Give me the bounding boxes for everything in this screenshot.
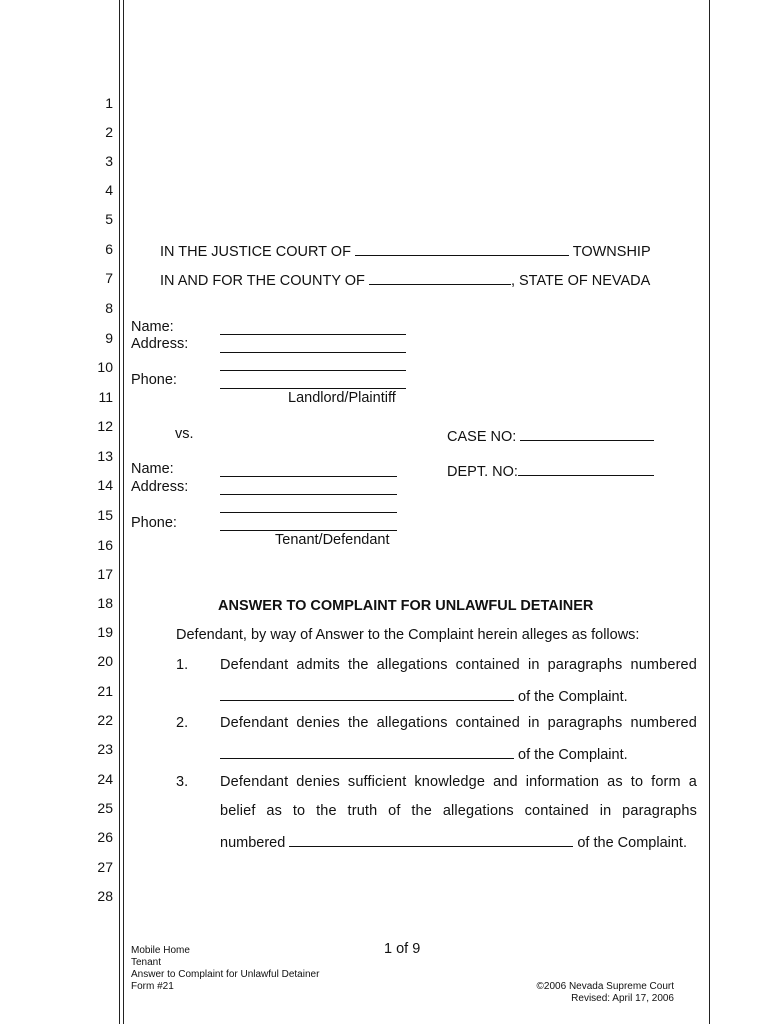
answer-intro: Defendant, by way of Answer to the Complaint herein alleges as follows:	[176, 627, 640, 643]
line-number: 10	[97, 359, 113, 375]
defendant-phone-label: Phone:	[131, 515, 177, 531]
defendant-role: Tenant/Defendant	[275, 532, 390, 548]
line-number: 11	[98, 389, 113, 405]
line-number: 26	[97, 829, 113, 845]
line-number: 18	[97, 595, 113, 611]
defendant-phone-blank[interactable]	[220, 516, 397, 531]
case-number-blank[interactable]	[520, 426, 654, 441]
form-info	[131, 945, 319, 993]
item-3-prefix: numbered	[220, 835, 286, 851]
versus-label: vs.	[175, 426, 194, 442]
court-heading-line1	[160, 241, 651, 260]
defendant-address-blank-2[interactable]	[220, 498, 397, 513]
item-3-text: Defendant denies sufficient knowledge and information as to form a	[220, 774, 697, 790]
county-prefix: IN AND FOR THE COUNTY OF	[160, 273, 365, 289]
dept-number-label: DEPT. NO:	[447, 464, 518, 480]
item-2-text: Defendant denies the allegations contained in paragraphs numbered	[220, 715, 697, 731]
item-3-line3	[220, 832, 687, 851]
item-2-line2	[220, 744, 628, 763]
defendant-name-blank[interactable]	[220, 462, 397, 477]
line-number: 2	[105, 124, 113, 140]
plaintiff-address-label: Address:	[131, 336, 189, 352]
copyright-block	[537, 981, 674, 1005]
line-number: 7	[105, 270, 113, 286]
line-number: 17	[97, 566, 113, 582]
item-1-suffix: of the Complaint.	[518, 689, 628, 705]
plaintiff-address-blank-1[interactable]	[220, 338, 406, 353]
line-number: 22	[97, 712, 113, 728]
line-number: 24	[97, 771, 113, 787]
plaintiff-name-label: Name:	[131, 319, 174, 335]
item-1-number: 1.	[176, 657, 189, 673]
line-number: 1	[105, 95, 113, 111]
page-number: 1 of 9	[384, 941, 421, 957]
line-number: 19	[97, 624, 113, 640]
county-blank[interactable]	[369, 270, 511, 285]
dept-number	[447, 461, 654, 480]
case-number	[447, 426, 654, 445]
line-number: 4	[105, 182, 113, 198]
form-info-line-4: Form #21	[131, 981, 174, 992]
item-2-paragraphs-blank[interactable]	[220, 744, 514, 759]
line-number: 15	[97, 507, 113, 523]
line-number: 3	[105, 153, 113, 169]
defendant-name-label: Name:	[131, 461, 174, 477]
item-2-number: 2.	[176, 715, 189, 731]
item-3-suffix: of the Complaint.	[577, 835, 687, 851]
copyright: ©2006 Nevada Supreme Court	[536, 981, 674, 992]
county-suffix: , STATE OF NEVADA	[510, 273, 651, 289]
defendant-address-blank-1[interactable]	[220, 480, 397, 495]
court-heading-prefix: IN THE JUSTICE COURT OF	[160, 244, 351, 260]
plaintiff-phone-blank[interactable]	[220, 374, 406, 389]
line-number: 27	[97, 859, 113, 875]
line-number: 25	[97, 800, 113, 816]
line-number: 13	[97, 448, 113, 464]
plaintiff-address-blank-2[interactable]	[220, 356, 406, 371]
plaintiff-role: Landlord/Plaintiff	[288, 390, 396, 406]
case-number-label: CASE NO:	[447, 429, 517, 445]
item-1-paragraphs-blank[interactable]	[220, 686, 514, 701]
court-heading-line2	[160, 270, 650, 289]
right-margin-rule	[709, 0, 710, 1024]
line-number: 20	[97, 653, 113, 669]
item-3-paragraphs-blank[interactable]	[289, 832, 573, 847]
line-number: 5	[105, 211, 113, 227]
item-1-text: Defendant admits the allegations contained in paragraphs numbered	[220, 657, 697, 673]
item-1-line2	[220, 686, 628, 705]
township-blank[interactable]	[355, 241, 569, 256]
line-number: 12	[97, 418, 113, 434]
plaintiff-name-blank[interactable]	[220, 320, 406, 335]
item-2-suffix: of the Complaint.	[518, 747, 628, 763]
line-number: 9	[105, 330, 113, 346]
document-title: ANSWER TO COMPLAINT FOR UNLAWFUL DETAINER	[218, 598, 594, 614]
left-margin-rule-1	[119, 0, 120, 1024]
item-3-line2: belief as to the truth of the allegations contained in paragraphs	[220, 803, 697, 819]
court-heading-suffix: TOWNSHIP	[572, 244, 651, 260]
plaintiff-phone-label: Phone:	[131, 372, 177, 388]
form-info-line-2: Tenant	[131, 957, 162, 968]
line-number: 14	[97, 477, 113, 493]
line-number: 23	[97, 741, 113, 757]
dept-number-blank[interactable]	[518, 461, 654, 476]
line-number: 8	[105, 300, 113, 316]
item-3-number: 3.	[176, 774, 189, 790]
revised-date: Revised: April 17, 2006	[571, 993, 674, 1004]
defendant-address-label: Address:	[131, 479, 189, 495]
line-number: 16	[97, 537, 113, 553]
line-number: 21	[97, 683, 113, 699]
form-info-line-3: Answer to Complaint for Unlawful Detainer	[131, 969, 320, 980]
form-info-line-1: Mobile Home	[131, 945, 190, 956]
line-number: 6	[105, 241, 113, 257]
left-margin-rule-2	[123, 0, 124, 1024]
line-number: 28	[97, 888, 113, 904]
